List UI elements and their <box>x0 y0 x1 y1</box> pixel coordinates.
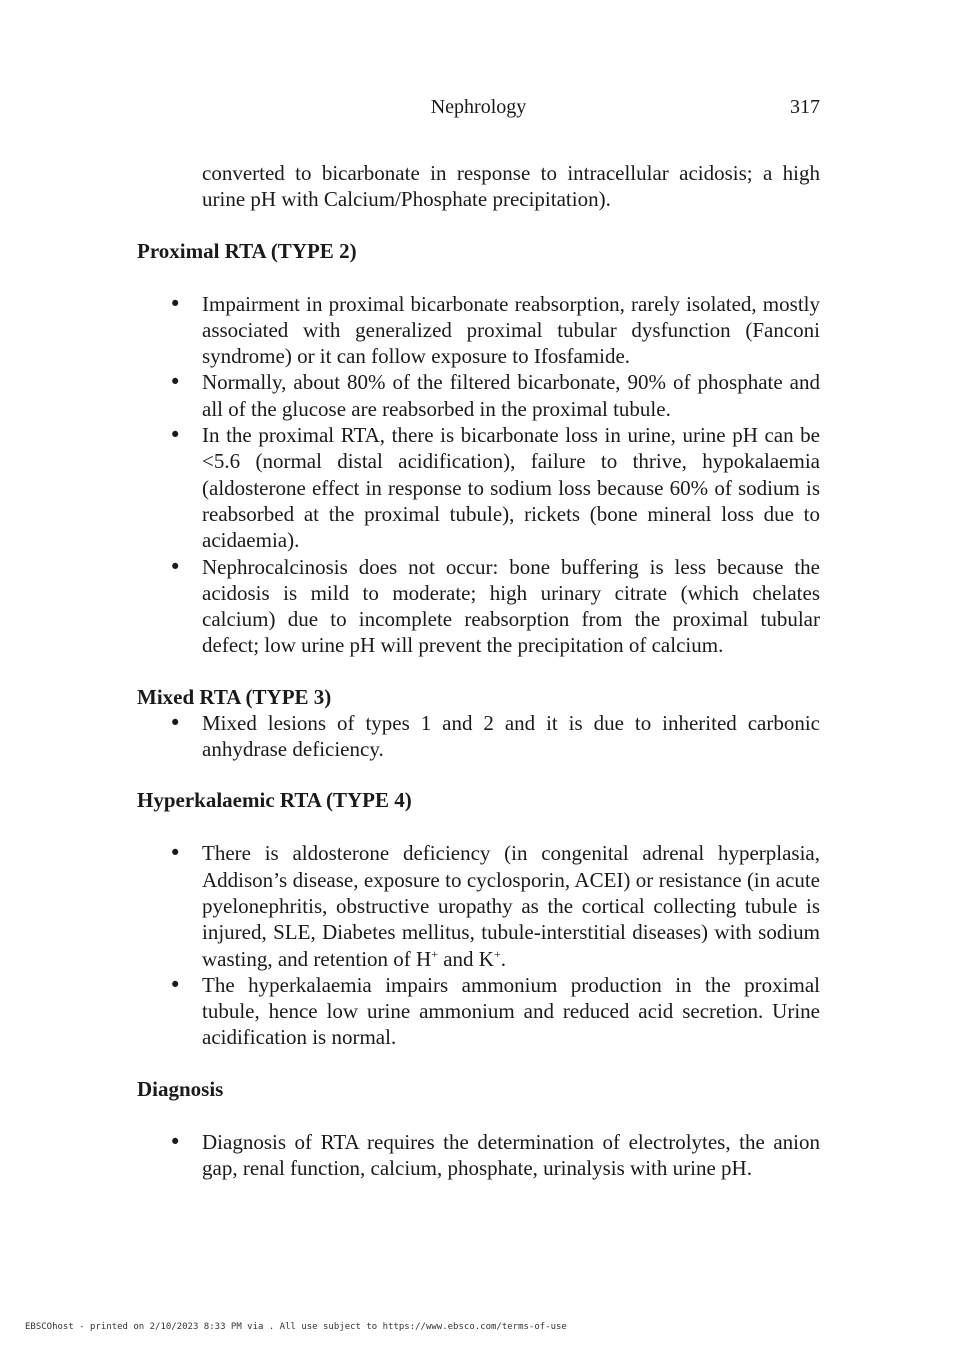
section-heading-diagnosis: Diagnosis <box>137 1076 224 1101</box>
list-item <box>137 840 820 971</box>
list-item: • Mixed lesions of types 1 and 2 and it is due to inherited carbonic anhydrase deficiency. <box>137 710 820 763</box>
diagnosis-list <box>137 1129 820 1182</box>
page-number: 317 <box>790 96 820 118</box>
list-item: • In the proximal RTA, there is bicarbonate loss in urine, urine pH can be <5.6 (normal distal acidification), failure to thrive, hypokalaemia (aldosterone effect in response to sodium loss because 60% of sodium is reabsorbed at the proximal tubule), rickets (bone mineral loss due to acidaemia). <box>137 422 820 553</box>
list-item: • Impairment in proximal bicarbonate reabsorption, rarely isolated, mostly associated with generalized proximal tubular dysfunction (Fanconi syndrome) or it can follow exposure to Ifosfamide. <box>137 291 820 370</box>
list-item: • Nephrocalcinosis does not occur: bone buffering is less because the acidosis is mild to moderate; high urinary citrate (which chelates calcium) due to incomplete reabsorption from the proximal tubular defect; low urine pH will prevent the precipitation of calcium. <box>137 554 820 659</box>
list-item: • The hyperkalaemia impairs ammonium production in the proximal tubule, hence low urine ammonium and reduced acid secretion. Urine acidification is normal. <box>137 972 820 1051</box>
page-header <box>137 96 820 122</box>
print-footer: EBSCOhost - printed on 2/10/2023 8:33 PM via . All use subject to https://www.ebsco.com/terms-of-use <box>25 1322 567 1332</box>
running-title: Nephrology <box>430 96 527 118</box>
section-heading-proximal-rta: Proximal RTA (TYPE 2) <box>137 238 357 263</box>
page-body <box>137 160 820 1181</box>
list-item: • Normally, about 80% of the filtered bicarbonate, 90% of phosphate and all of the glucose are reabsorbed in the proximal tubule. <box>137 369 820 422</box>
superscript: + <box>493 946 501 961</box>
list-item-text: and K <box>437 946 494 971</box>
section-heading-mixed-rta: Mixed RTA (TYPE 3) <box>137 684 332 709</box>
proximal-rta-list <box>137 291 820 659</box>
list-item-text: . <box>500 946 507 971</box>
section-heading-hyperkalaemic-rta: Hyperkalaemic RTA (TYPE 4) <box>137 788 412 813</box>
hyperkalaemic-rta-list <box>137 840 820 1050</box>
intro-continuation: converted to bicarbonate in response to intracellular acidosis; a high urine pH with Calcium/Phosphate precipitation). <box>202 161 820 212</box>
list-item-text: There is aldosterone deficiency (in congenital adrenal hyperplasia, Addison’s disease, exposure to cyclosporin, ACEI) or resistance (in acute pyelonephritis, obstructive uropathy as the cortical collecting tubule is injured, SLE, Diabetes mellitus, tubule-interstitial diseases) with sodium wasting, and retention of H <box>202 841 820 971</box>
mixed-rta-list <box>137 710 820 763</box>
list-item: • Diagnosis of RTA requires the determination of electrolytes, the anion gap, renal function, calcium, phosphate, urinalysis with urine pH. <box>137 1129 820 1182</box>
superscript: + <box>431 946 438 961</box>
